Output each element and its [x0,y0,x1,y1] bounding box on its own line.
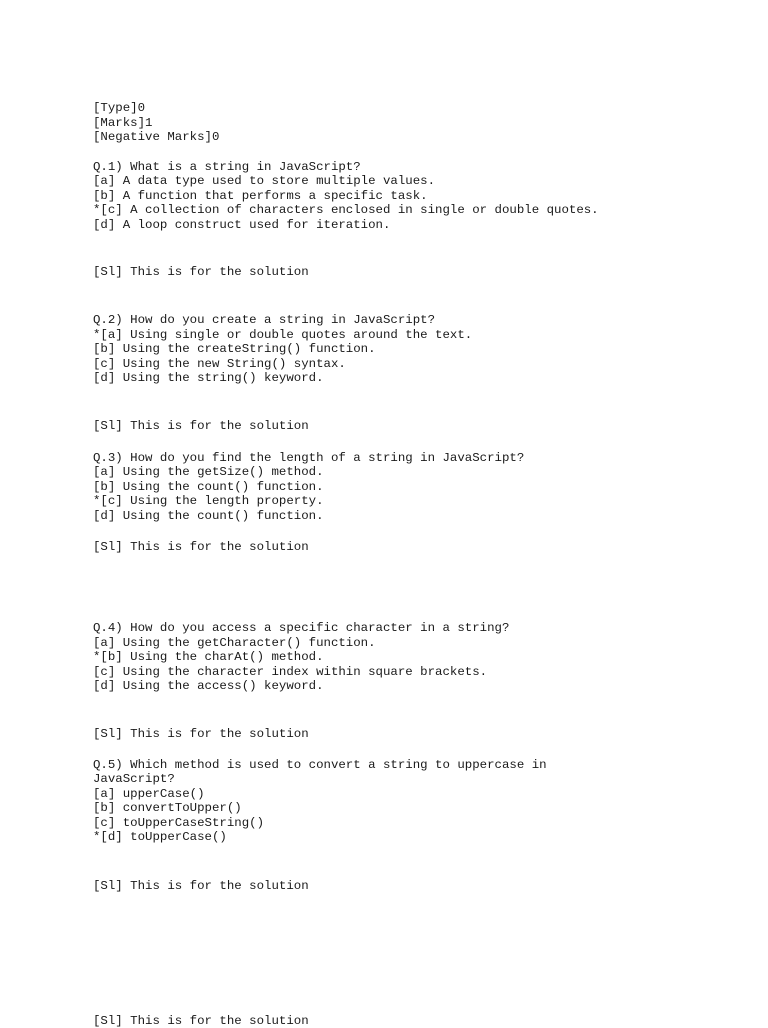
question-3-option-d: [d] Using the count() function. [93,509,324,523]
type-field: [Type]0 [93,101,146,115]
question-3-option-a: [a] Using the getSize() method. [93,465,324,479]
question-5-solution: [Sl] This is for the solution [93,879,309,893]
question-4-option-a: [a] Using the getCharacter() function. [93,636,376,650]
question-5-text-continued: JavaScript? [93,772,175,786]
question-5-option-c: [c] toUpperCaseString() [93,816,265,830]
question-5-option-d: *[d] toUpperCase() [93,830,227,844]
question-2-option-b: [b] Using the createString() function. [93,342,376,356]
question-1-text: Q.1) What is a string in JavaScript? [93,160,361,174]
question-5-text: Q.5) Which method is used to convert a string to uppercase in [93,758,547,772]
question-1-option-b: [b] A function that performs a specific task. [93,189,428,203]
question-2-option-d: [d] Using the string() keyword. [93,371,324,385]
question-4-solution: [Sl] This is for the solution [93,727,309,741]
trailing-solution: [Sl] This is for the solution [93,1014,309,1028]
question-3-option-c: *[c] Using the length property. [93,494,324,508]
question-1-solution: [Sl] This is for the solution [93,265,309,279]
question-1-option-c: *[c] A collection of characters enclosed in single or double quotes. [93,203,599,217]
question-3-text: Q.3) How do you find the length of a string in JavaScript? [93,451,525,465]
question-2-text: Q.2) How do you create a string in JavaScript? [93,313,436,327]
question-4-option-d: [d] Using the access() keyword. [93,679,324,693]
question-2-option-c: [c] Using the new String() syntax. [93,357,346,371]
question-3-option-b: [b] Using the count() function. [93,480,324,494]
question-5-option-b: [b] convertToUpper() [93,801,242,815]
marks-field: [Marks]1 [93,116,153,130]
question-1-option-a: [a] A data type used to store multiple values. [93,174,436,188]
question-1-option-d: [d] A loop construct used for iteration. [93,218,391,232]
negative-marks-field: [Negative Marks]0 [93,130,220,144]
question-4-option-c: [c] Using the character index within square brackets. [93,665,488,679]
question-4-text: Q.4) How do you access a specific character in a string? [93,621,510,635]
question-5-option-a: [a] upperCase() [93,787,205,801]
question-2-option-a: *[a] Using single or double quotes around the text. [93,328,473,342]
question-4-option-b: *[b] Using the charAt() method. [93,650,324,664]
question-2-solution: [Sl] This is for the solution [93,419,309,433]
question-3-solution: [Sl] This is for the solution [93,540,309,554]
